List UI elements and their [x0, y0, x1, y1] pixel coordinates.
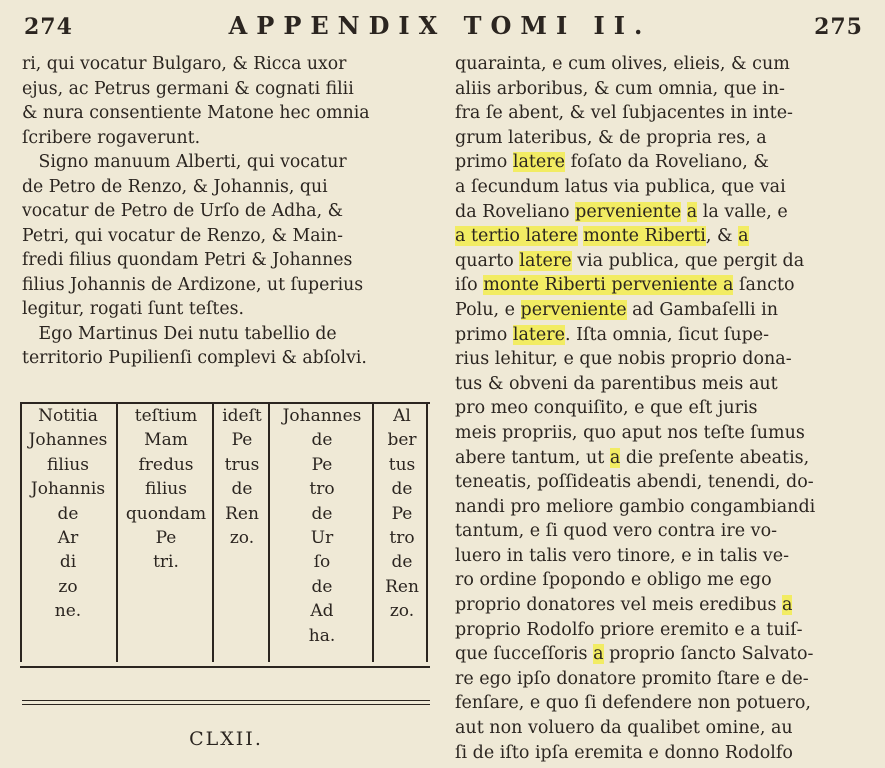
table-cell: de	[57, 503, 79, 524]
table-cell: Johannes	[282, 406, 362, 426]
text-line: legitur, rogati ſunt teſtes.	[22, 299, 244, 319]
text-line	[455, 716, 850, 741]
text-line	[455, 347, 850, 372]
table-cell: fredus	[138, 454, 194, 475]
table-cell: filius	[145, 479, 187, 500]
table-cell: Pe	[311, 454, 333, 475]
table-cell: tro	[309, 479, 335, 500]
text-line	[455, 396, 850, 421]
text-line	[455, 642, 850, 667]
text-segment: aut non voluero da qualibet omine, au	[455, 718, 793, 739]
text-segment: quarto	[455, 250, 520, 271]
text-line	[455, 200, 850, 225]
highlighted-text: a	[738, 226, 749, 247]
text-segment: via publica, que pergit da	[571, 250, 805, 271]
text-line	[455, 544, 850, 569]
table-cell: de	[391, 479, 413, 500]
table-cell: de	[311, 576, 333, 597]
text-line	[455, 273, 850, 298]
highlighted-text: a	[609, 447, 621, 468]
text-segment: meis propriis, quo aput nos teſte ſumus	[455, 422, 805, 443]
text-line: ſcribere rogaverunt.	[22, 127, 201, 148]
table-cell: Notitia	[38, 406, 98, 426]
table-cell: Ur	[310, 527, 334, 548]
section-divider	[22, 700, 430, 705]
table-cell: ber	[387, 430, 417, 451]
text-segment: fra ſe abent, & vel ſubjacentes in inte-	[455, 103, 793, 124]
section-number: CLXII.	[189, 728, 263, 750]
table-column	[214, 404, 270, 666]
table-column	[20, 404, 116, 666]
text-line	[455, 249, 850, 274]
text-line	[455, 495, 850, 520]
table-cell: Ad	[310, 601, 334, 622]
text-segment: proprio ſancto Salvato-	[603, 644, 814, 665]
text-segment: re ego ipſo donatore promito ſtare e de-	[455, 668, 809, 689]
highlighted-text: latere	[512, 152, 566, 173]
table-cell: de	[311, 503, 333, 524]
table-cell: Pe	[231, 430, 253, 451]
highlighted-text: a	[686, 201, 698, 222]
text-segment: , &	[705, 226, 739, 247]
table-cell: trus	[224, 454, 260, 475]
text-line	[455, 175, 850, 200]
text-segment: primo	[455, 324, 513, 345]
text-segment: nandi pro meliore gambio congambiandi	[455, 496, 816, 517]
text-segment: iſo	[455, 275, 484, 296]
table-cell: Johannes	[28, 430, 108, 451]
text-segment: teneatis, poſſideatis abendi, tenendi, do-	[455, 472, 814, 493]
witness-signature-table	[20, 402, 430, 668]
text-segment: quarainta, e cum olives, elieis, & cum	[455, 54, 790, 74]
table-column	[270, 404, 374, 666]
text-segment: Polu, e	[455, 299, 521, 320]
text-line	[455, 372, 850, 397]
table-cell: de	[311, 430, 333, 451]
text-segment: grum lateribus, & de propria res, a	[455, 127, 767, 148]
page-header	[0, 0, 885, 52]
highlighted-text: latere	[512, 324, 566, 345]
table-cell: Ren	[225, 503, 259, 524]
table-cell: Mam	[144, 430, 188, 451]
text-line	[455, 323, 850, 348]
text-line	[455, 150, 850, 175]
text-segment: tantum, e ſi quod vero contra ire vo-	[455, 521, 778, 542]
table-cell: Ar	[57, 527, 79, 548]
left-text-column	[22, 52, 428, 371]
highlighted-text: perveniente	[575, 201, 682, 222]
text-line	[455, 52, 850, 77]
text-line: Signo manuum Alberti, qui vocatur	[22, 152, 347, 172]
text-segment: primo	[455, 152, 513, 173]
text-segment: . Iſta omnia, ſicut ſupe-	[565, 324, 770, 345]
text-line: & nura consentiente Matone hec omnia	[22, 103, 370, 123]
text-line	[455, 568, 850, 593]
table-cell: filius	[47, 454, 89, 475]
text-segment	[681, 202, 687, 222]
table-cell: de	[231, 479, 253, 500]
text-segment: proprio Rodolfo priore eremito e a tuiſ-	[455, 619, 803, 640]
text-line	[455, 298, 850, 323]
text-line: Ego Martinus Dei nutu tabellio de	[22, 323, 337, 344]
table-cell: zo.	[229, 527, 255, 548]
right-page-number: 275	[814, 14, 863, 40]
text-line	[455, 77, 850, 102]
text-segment: a ſecundum latus via publica, que vai	[455, 176, 786, 197]
text-segment: tus & obveni da parentibus meis aut	[455, 373, 778, 394]
text-line	[455, 421, 850, 446]
table-column	[374, 404, 430, 666]
highlighted-text: latere	[519, 250, 572, 271]
text-line: de Petro de Renzo, & Johannis, qui	[22, 176, 328, 197]
left-page-number: 274	[24, 14, 73, 40]
text-segment: ſi de iſto ipſa eremita e donno Rodolfo	[455, 742, 793, 763]
table-cell: Johannis	[30, 479, 106, 500]
text-segment: la valle, e	[697, 201, 788, 222]
table-column	[118, 404, 214, 666]
text-segment: rius lehitur, e que nobis proprio dona-	[455, 349, 792, 370]
text-line: Petri, qui vocatur de Renzo, & Main-	[22, 225, 344, 246]
table-cell: Al	[393, 406, 411, 426]
highlighted-text: a	[782, 595, 793, 616]
table-cell: ſo	[313, 552, 331, 573]
text-line	[455, 691, 850, 716]
highlighted-text: monte Riberti	[583, 226, 706, 247]
table-cell: di	[59, 552, 77, 573]
text-segment: ro ordine ſpopondo e obligo me ego	[455, 570, 772, 591]
highlighted-text: a tertio latere	[455, 226, 578, 247]
text-line	[455, 667, 850, 692]
table-cell: ne.	[54, 601, 82, 622]
text-segment: ad Gambaſelli in	[626, 299, 779, 320]
highlighted-text: perveniente	[520, 299, 627, 320]
text-segment: die preſente abeatis,	[620, 447, 810, 468]
text-line	[455, 519, 850, 544]
text-line	[455, 126, 850, 151]
table-cell: zo.	[389, 601, 415, 622]
table-cell: de	[391, 552, 413, 573]
text-line: vocatur de Petro de Urſo de Adha, &	[22, 201, 343, 221]
text-segment: proprio donatores vel meis eredibus	[455, 595, 783, 616]
text-line	[455, 618, 850, 643]
text-line	[455, 224, 850, 249]
table-cell: ha.	[308, 625, 336, 646]
text-line	[455, 446, 850, 471]
text-line: ejus, ac Petrus germani & cognati filii	[22, 78, 354, 99]
table-cell: Pe	[155, 527, 177, 548]
table-cell: tri.	[153, 552, 179, 573]
table-cell: Ren	[385, 576, 419, 597]
table-cell: quondam	[125, 503, 207, 524]
text-segment: aliis arboribus, & cum omnia, que in-	[455, 78, 785, 99]
running-title: APPENDIX TOMI II.	[228, 11, 652, 40]
right-text-column	[455, 52, 850, 765]
table-cell: Pe	[391, 503, 413, 524]
text-line: territorio Pupilienſi complevi & abſolvi.	[22, 348, 367, 368]
table-cell: ideſt	[222, 406, 262, 426]
highlighted-text: a	[593, 644, 604, 665]
text-line: ri, qui vocatur Bulgaro, & Ricca uxor	[22, 54, 347, 74]
text-line	[455, 470, 850, 495]
text-segment: luero in talis vero tinore, e in talis ve-	[455, 545, 790, 566]
table-cell: teſtium	[134, 406, 198, 426]
text-line	[455, 741, 850, 766]
table-cell: tus	[388, 454, 416, 475]
table-cell: zo	[58, 576, 78, 597]
text-segment: pro meo conquiſito, e que eſt juris	[455, 398, 758, 419]
text-line: filius Johannis de Ardizone, ut ſuperius	[22, 274, 364, 295]
text-line	[455, 101, 850, 126]
text-segment: ſancto	[733, 275, 795, 296]
text-segment: que ſucceſſoris	[455, 644, 594, 665]
text-line	[455, 593, 850, 618]
highlighted-text: monte Riberti perveniente a	[483, 275, 734, 296]
text-line: fredi filius quondam Petri & Johannes	[22, 250, 353, 270]
text-segment: abere tantum, ut	[455, 447, 610, 468]
text-segment: foſato da Roveliano, &	[565, 152, 769, 173]
text-segment: fenſare, e quo ſi defendere non potuero,	[455, 693, 811, 714]
text-segment: da Roveliano	[455, 201, 576, 222]
table-cell: tro	[389, 527, 415, 548]
